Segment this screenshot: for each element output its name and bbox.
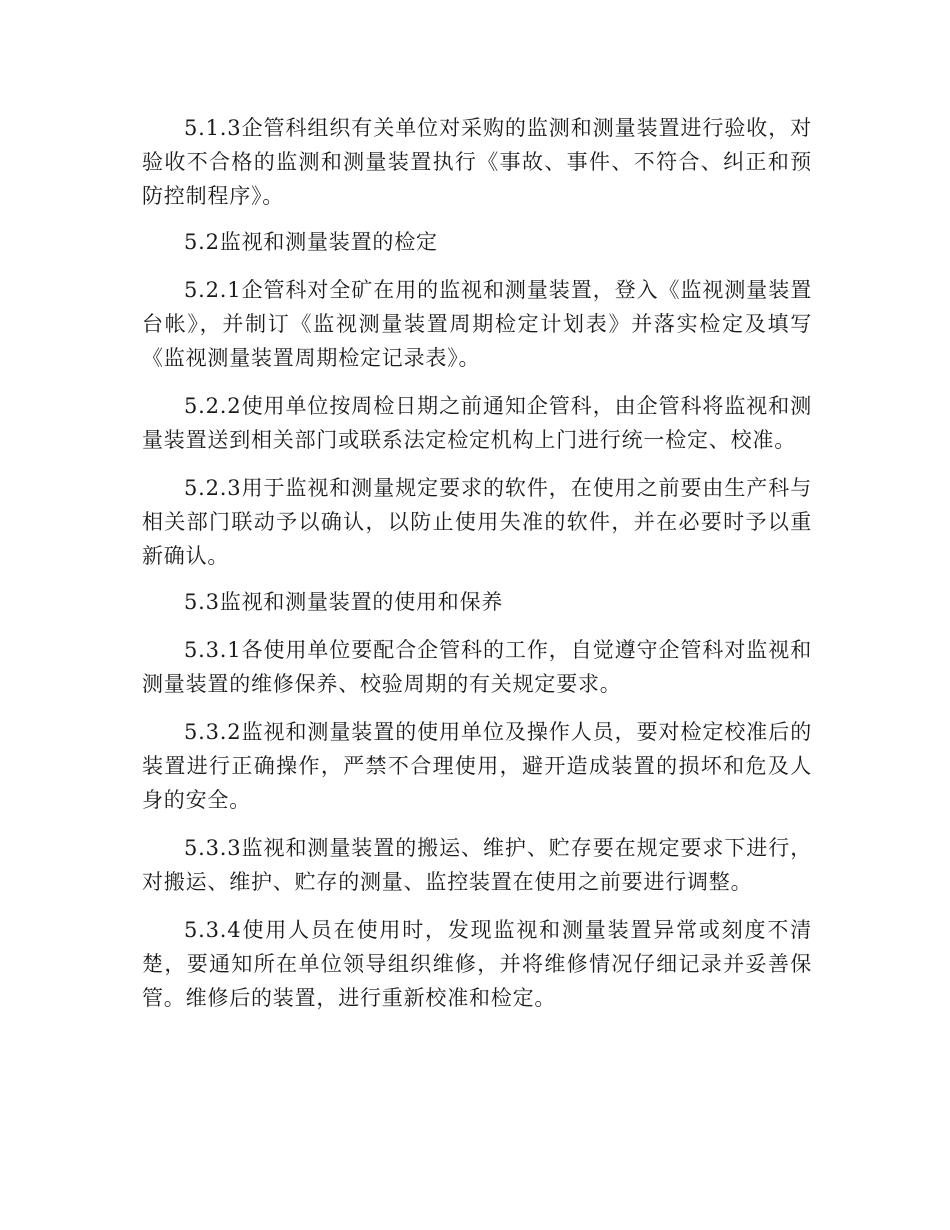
paragraph-5-1-3: 5.1.3企管科组织有关单位对采购的监测和测量装置进行验收，对验收不合格的监测和测量装置执行《事故、事件、不符合、纠正和预防控制程序》。 [142, 116, 812, 208]
paragraph-5-2-1: 5.2.1企管科对全矿在用的监视和测量装置，登入《监视测量装置台帐》，并制订《监视测量装置周期检定计划表》并落实检定及填写《监视测量装置周期检定记录表》。 [142, 278, 812, 370]
document-body [142, 111, 812, 1025]
section-heading-5-3: 5.3监视和测量装置的使用和保养 [184, 590, 504, 614]
paragraph-5-3-2: 5.3.2监视和测量装置的使用单位及操作人员，要对检定校准后的装置进行正确操作，严禁不合理使用，避开造成装置的损坏和危及人身的安全。 [142, 720, 812, 812]
paragraph-5-2-3: 5.2.3用于监视和测量规定要求的软件，在使用之前要由生产科与相关部门联动予以确认，以防止使用失准的软件，并在必要时予以重新确认。 [142, 476, 812, 568]
paragraph-5-3-4: 5.3.4使用人员在使用时，发现监视和测量装置异常或刻度不清楚，要通知所在单位领导组织维修，并将维修情况仔细记录并妥善保管。维修后的装置，进行重新校准和检定。 [142, 918, 812, 1010]
paragraph-5-3-3: 5.3.3监视和测量装置的搬运、维护、贮存要在规定要求下进行，对搬运、维护、贮存的测量、监控装置在使用之前要进行调整。 [142, 836, 812, 894]
paragraph-5-2-2: 5.2.2使用单位按周检日期之前通知企管科，由企管科将监视和测量装置送到相关部门或联系法定检定机构上门进行统一检定、校准。 [142, 394, 812, 452]
paragraph-5-3-1: 5.3.1各使用单位要配合企管科的工作，自觉遵守企管科对监视和测量装置的维修保养、校验周期的有关规定要求。 [142, 638, 812, 696]
section-heading-5-2: 5.2监视和测量装置的检定 [184, 230, 438, 254]
